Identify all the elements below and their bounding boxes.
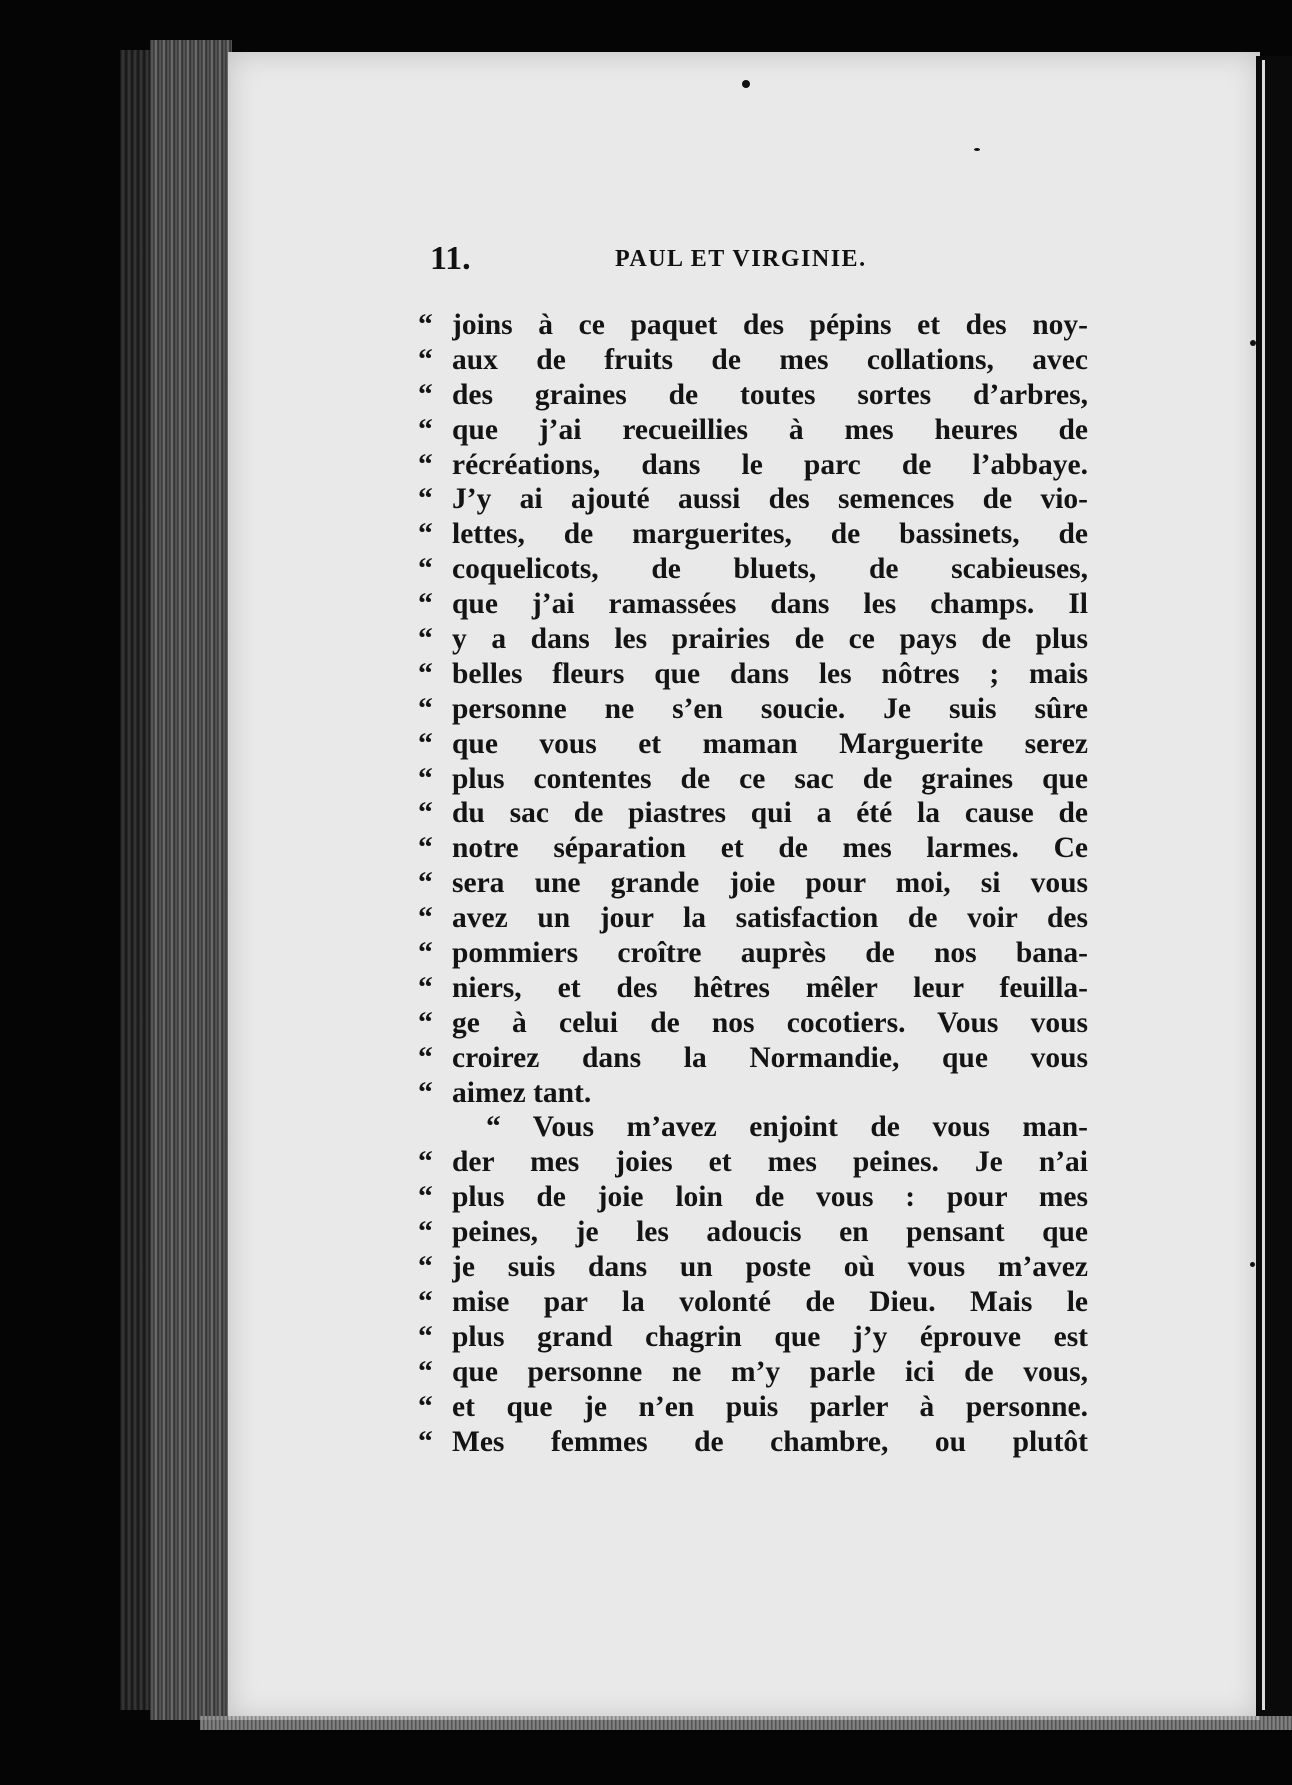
text-line [418,657,1088,692]
line-text: aux de fruits de mes collations, avec [452,343,1088,376]
text-line [418,1076,1088,1111]
line-text: plus contentes de ce sac de graines que [452,762,1088,795]
line-text: niers, et des hêtres mêler leur feuilla- [452,971,1088,1004]
line-text: sera une grande joie pour moi, si vous [452,867,1088,900]
ink-speck [974,148,980,151]
text-line [418,552,1088,587]
quote-mark: “ [418,1251,433,1284]
line-text: aimez tant. [452,1076,592,1109]
text-line [418,378,1088,413]
text-line [418,1110,1088,1145]
line-text: des graines de toutes sortes d’arbres, [452,378,1088,411]
quote-mark: “ [418,971,433,1004]
line-text: coquelicots, de bluets, de scabieuses, [452,553,1088,586]
quote-mark: “ [418,832,433,865]
quote-mark: “ [418,588,433,621]
line-text: der mes joies et mes peines. Je n’ai [452,1146,1088,1179]
quote-mark: “ [418,553,433,586]
quote-mark: “ [418,623,433,656]
quote-mark: “ [418,797,433,830]
quote-mark: “ [418,937,433,970]
quote-mark: “ [418,1181,433,1214]
text-line [418,1006,1088,1041]
text-line [418,343,1088,378]
line-text: du sac de piastres qui a été la cause de [452,797,1088,830]
quote-mark: “ [418,413,433,446]
quote-mark: “ [418,762,433,795]
ink-speck [1250,1262,1255,1267]
quote-mark: “ [418,343,433,376]
quote-mark: “ [418,1006,433,1039]
quote-mark: “ [418,1320,433,1353]
quote-mark: “ [418,1390,433,1423]
line-text: que vous et maman Marguerite serez [452,727,1088,760]
quote-mark: “ [418,867,433,900]
text-line [418,1320,1088,1355]
line-text: joins à ce paquet des pépins et des noy- [452,309,1088,341]
quote-mark: “ [418,378,433,411]
line-text: notre séparation et de mes larmes. Ce [452,832,1088,865]
line-text: y a dans les prairies de ce pays de plus [452,623,1088,656]
quote-mark: “ [418,1076,433,1109]
running-title: PAUL ET VIRGINIE. [615,246,867,272]
line-text: peines, je les adoucis en pensant que [452,1216,1088,1249]
quote-mark: “ [418,902,433,935]
line-text: personne ne s’en soucie. Je suis sûre [452,692,1088,725]
line-text: Mes femmes de chambre, ou plutôt [452,1425,1088,1458]
text-line [418,692,1088,727]
quote-mark: “ [418,483,433,516]
page-number: 11. [430,240,471,277]
line-text: et que je n’en puis parler à personne. [452,1390,1088,1423]
bottom-page-edge [200,1716,1292,1730]
text-line [418,1145,1088,1180]
line-text: que j’ai ramassées dans les champs. Il [452,588,1088,621]
book-spine-outer [120,50,152,1710]
body-text [418,308,1088,1459]
quote-mark: “ [418,448,433,481]
text-line [418,866,1088,901]
text-line [418,1425,1088,1460]
quote-mark: “ [418,518,433,551]
text-line [418,1041,1088,1076]
quote-mark: “ [418,657,433,690]
text-line [418,1215,1088,1250]
quote-mark: “ [418,1216,433,1249]
line-text: mise par la volonté de Dieu. Mais le [452,1285,1088,1318]
line-text: pommiers croître auprès de nos bana- [452,937,1088,970]
line-text: “ Vous m’avez enjoint de vous man- [486,1111,1088,1144]
text-line [418,1355,1088,1390]
text-line [418,901,1088,936]
text-line [418,831,1088,866]
line-text: plus grand chagrin que j’y éprouve est [452,1320,1088,1353]
text-line [418,1250,1088,1285]
text-line [418,762,1088,797]
line-text: J’y ai ajouté aussi des semences de vio- [452,483,1088,516]
line-text: que personne ne m’y parle ici de vous, [452,1355,1088,1388]
line-text: récréations, dans le parc de l’abbaye. [452,448,1088,481]
line-text: lettes, de marguerites, de bassinets, de [452,518,1088,551]
line-text: que j’ai recueillies à mes heures de [452,413,1088,446]
quote-mark: “ [418,309,433,341]
text-line [418,1180,1088,1215]
quote-mark [418,1110,452,1145]
text-line [418,482,1088,517]
line-text: croirez dans la Normandie, que vous [452,1041,1088,1074]
line-text: belles fleurs que dans les nôtres ; mais [452,657,1088,690]
text-line [418,517,1088,552]
text-line [418,448,1088,483]
text-line [418,727,1088,762]
page-header [430,240,1080,280]
quote-mark: “ [418,1425,433,1458]
text-line [418,622,1088,657]
quote-mark: “ [418,1285,433,1318]
quote-mark: “ [418,727,433,760]
line-text: ge à celui de nos cocotiers. Vous vous [452,1006,1088,1039]
text-line [418,1285,1088,1320]
text-line [418,971,1088,1006]
line-text: plus de joie loin de vous : pour mes [452,1181,1088,1214]
line-text: avez un jour la satisfaction de voir des [452,902,1088,935]
quote-mark: “ [418,692,433,725]
line-text: je suis dans un poste où vous m’avez [452,1251,1088,1284]
book-page-edges [150,40,232,1720]
text-line [418,308,1088,343]
right-edge-line [1262,60,1265,1710]
text-line [418,936,1088,971]
quote-mark: “ [418,1355,433,1388]
ink-speck [1250,340,1256,346]
quote-mark: “ [418,1041,433,1074]
text-line [418,413,1088,448]
ink-speck [742,80,750,88]
text-line [418,587,1088,622]
text-line [418,796,1088,831]
quote-mark: “ [418,1146,433,1179]
text-line [418,1390,1088,1425]
